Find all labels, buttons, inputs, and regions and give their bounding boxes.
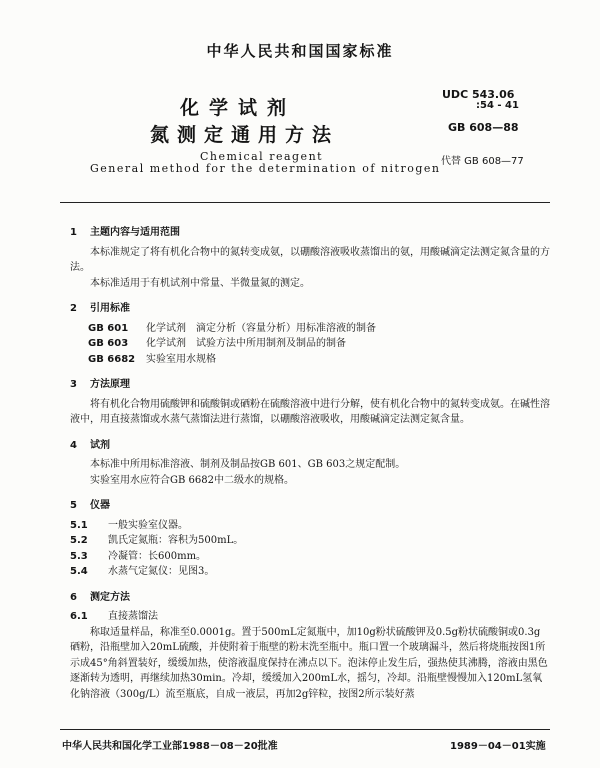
reference-standard-item (70, 336, 550, 352)
standard-name: 实验室用水规格 (146, 353, 216, 365)
section-number: 2 (70, 303, 77, 314)
section-5-heading (70, 498, 550, 514)
footer-divider (60, 729, 550, 730)
section-number: 3 (70, 379, 77, 390)
clause-title: 直接蒸馏法 (108, 611, 158, 622)
section-6-heading (70, 590, 550, 606)
standard-code: GB 603 (88, 338, 129, 349)
apparatus-item (70, 549, 550, 565)
section-number: 1 (70, 227, 77, 238)
section-title: 测定方法 (90, 591, 130, 603)
implementation-date: 1989－04－01实施 (450, 741, 546, 752)
section-title: 方法原理 (90, 379, 130, 390)
gb-number: GB 608—88 (448, 121, 519, 134)
standard-title-line2: 氮测定通用方法 (150, 124, 340, 146)
document-body (70, 219, 550, 702)
section-number: 5 (70, 500, 77, 511)
clause-text: 凯氏定氮瓶：容积为500mL。 (108, 535, 244, 546)
section-1-heading (70, 225, 550, 241)
section-number: 4 (70, 439, 77, 451)
clause-number: 5.3 (70, 550, 88, 562)
clause-text: 水蒸气定氮仪：见图3。 (108, 566, 215, 577)
section-1-paragraph-1: 本标准规定了将有机化合物中的氮转变成氨，以硼酸溶液吸收蒸馏出的氨，用酸碱滴定法测定氮含量的方法。 (70, 246, 550, 273)
standard-code: GB 601 (88, 322, 129, 334)
section-6-paragraph: 称取适量样品，称准至0.0001g。置于500mL定氮瓶中，加10g粉状硫酸钾及0.5g粉状硫酸铜或0.3g硒粉，沿瓶壁加入20mL硫酸，并使附着于瓶壁的粉末洗至瓶中。瓶口置一个玻璃漏斗，然后将烧瓶按图1所示成45°角斜置装好，缓缓加热，使溶液温度保持在沸点以下。泡沫停止发生后，强热使其沸腾，溶液由黑色逐渐转为透明，再继续加热30min。冷却，缓缓加入200mL水，摇匀，冷却。沿瓶壁慢慢加入120mL氢氧化钠溶液（300g/L）流至瓶底，自成一液层，再加2g锌粒，按图2所示装好蒸 (70, 626, 548, 700)
section-3-heading (70, 377, 550, 393)
section-title: 仪器 (90, 500, 110, 511)
udc-code: UDC 543.06 (442, 88, 515, 101)
section-4-paragraph-2: 实验室用水应符合GB 6682中二级水的规格。 (90, 474, 294, 486)
section-number: 6 (70, 591, 77, 603)
replaces-note: 代替 GB 608—77 (441, 156, 524, 167)
approval-note: 中华人民共和国化学工业部1988－08－20批准 (62, 741, 278, 752)
section-3-paragraph: 将有机化合物用硫酸钾和硫酸铜或硒粉在硫酸溶液中进行分解，使有机化合物中的氮转变成氨。在碱性溶液中，用直接蒸馏或水蒸气蒸馏法进行蒸馏，以硼酸溶液吸收，用酸碱滴定法测定氮含量。 (70, 398, 550, 425)
apparatus-item (70, 533, 550, 549)
section-2-heading (70, 301, 550, 317)
section-4-heading (70, 438, 550, 454)
standard-code: GB 6682 (88, 353, 136, 365)
clause-text: 一般实验室仪器。 (108, 519, 188, 531)
standard-name: 化学试剂 试验方法中所用制剂及制品的制备 (146, 338, 346, 349)
section-1-paragraph-2: 本标准适用于有机试剂中常量、半微量氮的测定。 (90, 277, 310, 289)
subsection-6-1-heading (70, 609, 550, 625)
section-title: 引用标准 (90, 303, 130, 314)
section-title: 试剂 (90, 439, 110, 451)
clause-text: 冷凝管：长600mm。 (108, 550, 207, 562)
clause-number: 5.2 (70, 535, 88, 546)
english-title-line2: General method for the determination of nitrogen (90, 162, 441, 175)
standard-title-line1: 化学试剂 (180, 97, 297, 119)
section-4-paragraph-1: 本标准中所用标准溶液、制剂及制品按GB 601、GB 603之规定配制。 (90, 459, 406, 470)
clause-number: 5.4 (70, 566, 88, 577)
reference-standard-item (70, 321, 550, 337)
clause-number: 5.1 (70, 519, 88, 531)
apparatus-item (70, 518, 550, 534)
standard-name: 化学试剂 滴定分析（容量分析）用标准溶液的制备 (146, 322, 376, 334)
national-standard-header: 中华人民共和国国家标准 (206, 42, 394, 60)
english-title-line1: Chemical reagent (200, 150, 324, 163)
section-title: 主题内容与适用范围 (90, 227, 180, 238)
clause-number: 6.1 (70, 611, 88, 622)
apparatus-item (70, 564, 550, 580)
header-divider (60, 202, 550, 203)
reference-standard-item (70, 352, 550, 368)
udc-code-suffix: :54 - 41 (476, 100, 519, 111)
